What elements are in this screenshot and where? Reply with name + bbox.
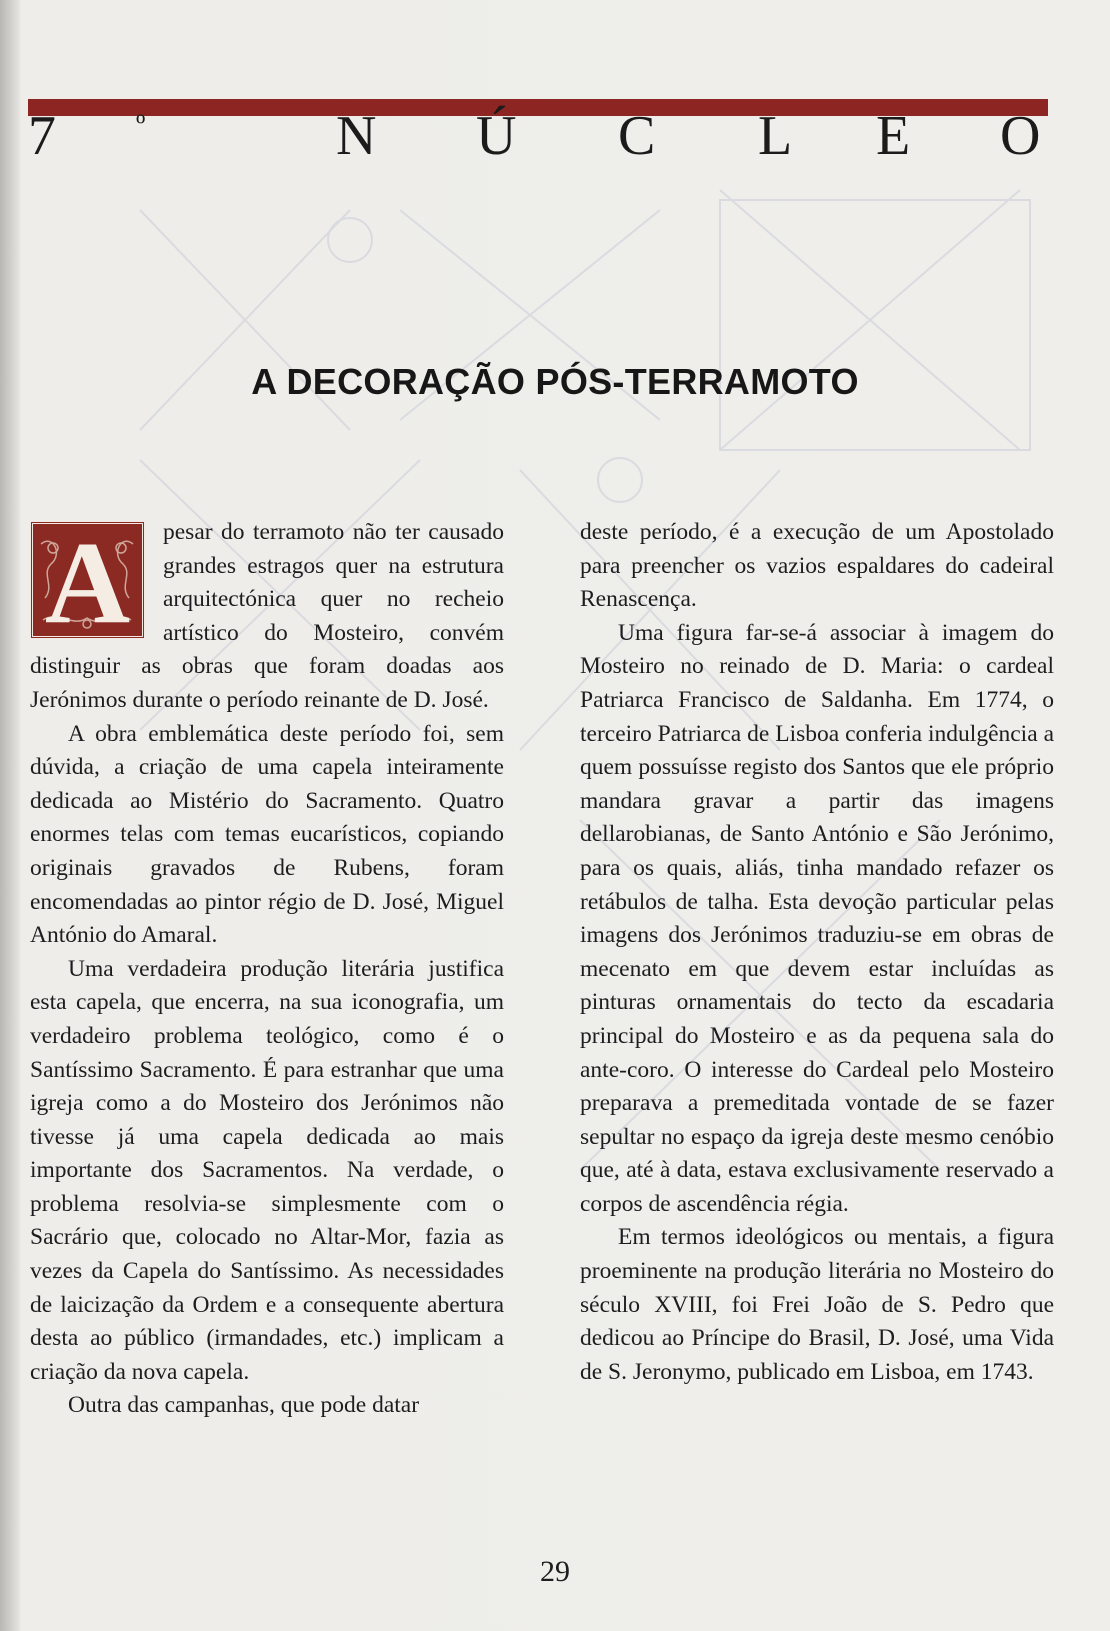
heading-ordinal-suffix: º [136,109,146,142]
paragraph [30,516,504,718]
right-column [580,516,1054,1389]
page-number: 29 [540,1555,570,1588]
binding-shadow [0,0,20,1631]
paragraph: A obra emblemática deste período foi, sem dúvida, a criação de uma capela inteiramente dedicada ao Mistério do Sacramento. Quatro enormes telas com temas eucarísticos, copiando originais gravados de Rubens, foram encomendadas ao pintor régio de D. José, Miguel António do Amaral. [30,720,504,949]
heading-ordinal: 7 [28,105,56,167]
heading-letter: L [758,105,793,167]
paragraph: Em termos ideológicos ou mentais, a figura proeminente na produção literária no Mosteiro do século XVIII, foi Frei João de S. Pedro que dedicou ao Príncipe do Brasil, D. José, uma Vida de S. Jeronymo, publicado em Lisboa, em 1743. [580,1224,1054,1385]
drop-cap-letter: A [44,521,131,639]
paragraph: Uma verdadeira produção literária justifica esta capela, que encerra, na sua iconografia, um verdadeiro problema teológico, como é o Santíssimo Sacramento. É para estranhar que uma igreja como a do Mosteiro dos Jerónimos não tivesse já uma capela dedicada ao mais importante dos Sacramentos. Na verdade, o problema resolvia-se simplesmente com o Sacrário que, colocado no Altar-Mor, fazia as vezes da Capela do Santíssimo. As necessidades de laicização da Ordem e a consequente abertura desta ao público (irmandades, etc.) implicam a criação da nova capela. [30,955,504,1385]
paragraph: Uma figura far-se-á associar à imagem do Mosteiro no reinado de D. Maria: o cardeal Patriarca Francisco de Saldanha. Em 1774, o terceiro Patriarca de Lisboa conferia indulgência a quem possuísse registo dos Santos que ele próprio mandara gravar a partir das imagens dellarobianas, de Santo António e São Jerónimo, para os quais, aliás, tinha mandado refazer os retábulos de talha. Esta devoção particular pelas imagens dos Jerónimos traduziu-se em obras de mecenato em que devem estar incluídas as pinturas ornamentais do tecto da escadaria principal do Mosteiro e as da pequena sala do ante-coro. O interesse do Cardeal pelo Mosteiro preparava a premeditada vontade de se fazer sepultar no espaço da igreja deste mesmo cenóbio que, até à data, estava exclusivamente reservado a corpos de ascendência régia. [580,619,1054,1217]
heading-letter: C [618,105,656,167]
heading-letter: E [876,105,911,167]
chapter-heading [28,106,1058,166]
heading-letter: N [336,105,377,167]
paragraph: deste período, é a execução de um Apostolado para preencher os vazios espaldares do cadeiral Renascença. [580,519,1054,613]
drop-cap [30,521,145,639]
heading-letter: Ú [476,105,517,167]
left-column [30,516,504,1423]
paragraph: Outra das campanhas, que pode datar [68,1392,420,1419]
paragraph-text: pesar do terramoto não ter causado grandes estragos quer na estrutura arquitectónica quer no recheio artístico do Mosteiro, convém distinguir as obras que foram doadas aos Jerónimos durante o período reinante de D. José. [30,519,504,713]
section-title: A DECORAÇÃO PÓS-TERRAMOTO [251,361,859,402]
heading-letter: O [1000,105,1041,167]
